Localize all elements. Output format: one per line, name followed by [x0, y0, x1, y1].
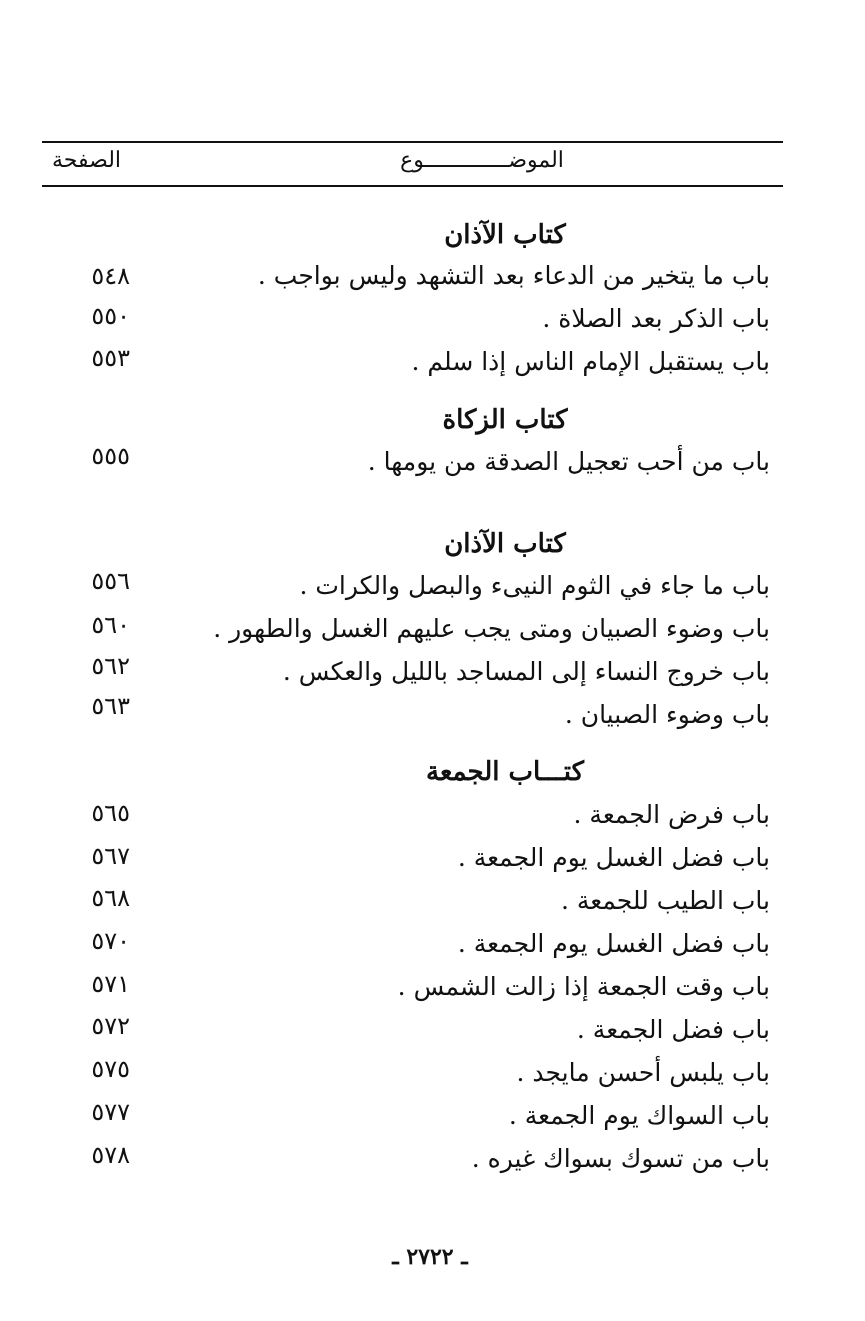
toc-page-number: ٥٤٨: [91, 262, 130, 290]
section-heading: كتاب الزكاة: [442, 405, 568, 435]
toc-entry: باب من تسوك بسواك غيره .: [471, 1144, 770, 1173]
toc-entry: باب وضوء الصبيان .: [564, 700, 770, 729]
toc-entry: باب من أحب تعجيل الصدقة من يومها .: [367, 447, 770, 476]
toc-entry: باب فضل الغسل يوم الجمعة .: [457, 843, 770, 872]
toc-page-number: ٥٦٠: [91, 611, 130, 639]
toc-page-number: ٥٥٦: [91, 567, 130, 595]
folio-page-number: ـ ٢٧٢٢ ـ: [392, 1244, 468, 1270]
toc-entry: باب فضل الغسل يوم الجمعة .: [457, 929, 770, 958]
toc-entry: باب يستقبل الإمام الناس إذا سلم .: [411, 347, 770, 376]
toc-entry: باب ما جاء في الثوم النيىء والبصل والكرات .: [299, 571, 770, 600]
toc-page-number: ٥٧٠: [91, 927, 130, 955]
toc-page-number: ٥٦٧: [91, 842, 130, 870]
toc-page-number: ٥٦٥: [91, 799, 130, 827]
toc-entry: باب ما يتخير من الدعاء بعد التشهد وليس بواجب .: [257, 261, 770, 290]
column-header-page: الصفحة: [52, 148, 122, 173]
toc-page-number: ٥٧٨: [91, 1141, 130, 1169]
toc-page-number: ٥٥٥: [91, 442, 130, 470]
toc-entry: باب الذكر بعد الصلاة .: [542, 304, 770, 333]
header-top-rule: [42, 141, 783, 143]
toc-entry: باب وقت الجمعة إذا زالت الشمس .: [397, 972, 770, 1001]
section-heading: كتـــاب الجمعة: [426, 757, 584, 787]
toc-entry: باب وضوء الصبيان ومتى يجب عليهم الغسل والطهور .: [213, 614, 770, 643]
toc-entry: باب فضل الجمعة .: [576, 1015, 770, 1044]
toc-entry: باب خروج النساء إلى المساجد بالليل والعكس .: [282, 657, 770, 686]
toc-page-number: ٥٥٣: [91, 344, 130, 372]
toc-page-number: ٥٦٨: [91, 884, 130, 912]
header-bottom-rule: [42, 185, 783, 187]
toc-page-number: ٥٥٠: [91, 302, 130, 330]
toc-page-number: ٥٧٢: [91, 1012, 130, 1040]
section-heading: كتاب الآذان: [444, 220, 566, 250]
toc-entry: باب الطيب للجمعة .: [560, 886, 770, 915]
toc-page-number: ٥٧٧: [91, 1098, 130, 1126]
toc-page-number: ٥٧٥: [91, 1055, 130, 1083]
toc-page-number: ٥٦٣: [91, 692, 130, 720]
toc-entry: باب السواك يوم الجمعة .: [508, 1101, 770, 1130]
toc-entry: باب يلبس أحسن مايجد .: [516, 1058, 770, 1087]
toc-page-number: ٥٦٢: [91, 652, 130, 680]
toc-page-number: ٥٧١: [91, 970, 130, 998]
toc-entry: باب فرض الجمعة .: [573, 800, 770, 829]
section-heading: كتاب الآذان: [444, 529, 566, 559]
column-header-topic: الموضـــــــــــــوع: [400, 148, 564, 173]
